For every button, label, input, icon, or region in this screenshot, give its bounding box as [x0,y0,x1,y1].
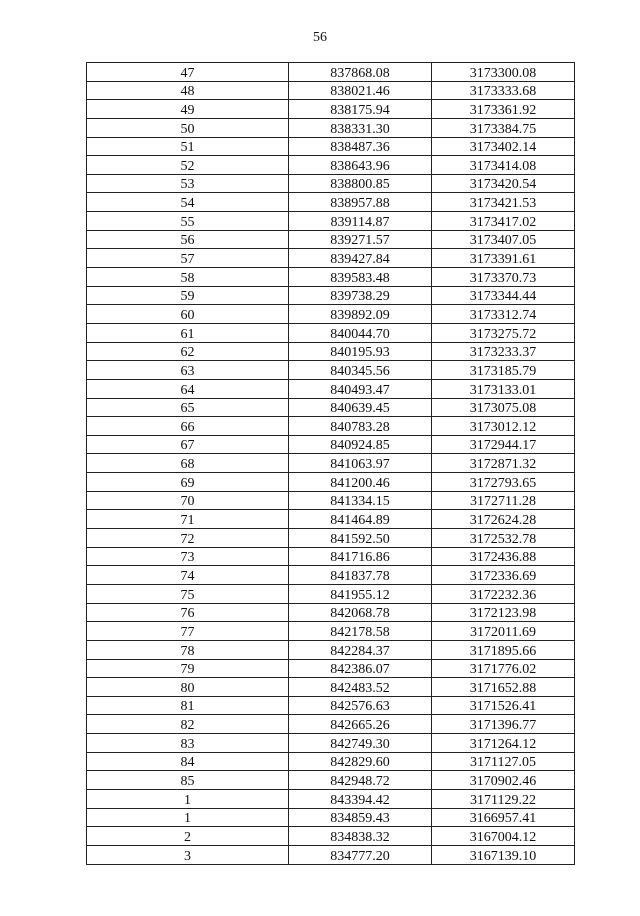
x-coordinate-cell: 839114.87 [289,212,432,231]
y-coordinate-cell: 3172232.36 [432,584,575,603]
y-coordinate-cell: 3171526.41 [432,696,575,715]
table-row [87,547,575,566]
y-coordinate-cell: 3171129.22 [432,789,575,808]
x-coordinate-cell: 838021.46 [289,81,432,100]
x-coordinate-cell: 842483.52 [289,678,432,697]
x-coordinate-cell: 842068.78 [289,603,432,622]
point-number-cell: 54 [87,193,289,212]
y-coordinate-cell: 3170902.46 [432,771,575,790]
x-coordinate-cell: 841837.78 [289,566,432,585]
table-row [87,473,575,492]
point-number-cell: 78 [87,640,289,659]
table-row [87,454,575,473]
x-coordinate-cell: 842829.60 [289,752,432,771]
y-coordinate-cell: 3172532.78 [432,529,575,548]
y-coordinate-cell: 3173391.61 [432,249,575,268]
point-number-cell: 85 [87,771,289,790]
point-number-cell: 79 [87,659,289,678]
table-row [87,696,575,715]
y-coordinate-cell: 3173344.44 [432,286,575,305]
y-coordinate-cell: 3171396.77 [432,715,575,734]
table-row [87,734,575,753]
table-row [87,566,575,585]
x-coordinate-cell: 841955.12 [289,584,432,603]
point-number-cell: 69 [87,473,289,492]
table-row [87,752,575,771]
point-number-cell: 51 [87,137,289,156]
point-number-cell: 63 [87,361,289,380]
table-row [87,715,575,734]
y-coordinate-cell: 3173407.05 [432,230,575,249]
x-coordinate-cell: 841063.97 [289,454,432,473]
y-coordinate-cell: 3166957.41 [432,808,575,827]
x-coordinate-cell: 834838.32 [289,827,432,846]
x-coordinate-cell: 838957.88 [289,193,432,212]
y-coordinate-cell: 3173384.75 [432,118,575,137]
table-row [87,678,575,697]
y-coordinate-cell: 3172711.28 [432,491,575,510]
table-row [87,118,575,137]
point-number-cell: 61 [87,323,289,342]
table-row [87,510,575,529]
table-row [87,584,575,603]
point-number-cell: 64 [87,379,289,398]
coordinates-table [86,62,575,865]
point-number-cell: 84 [87,752,289,771]
y-coordinate-cell: 3173275.72 [432,323,575,342]
point-number-cell: 65 [87,398,289,417]
point-number-cell: 53 [87,174,289,193]
y-coordinate-cell: 3171127.05 [432,752,575,771]
y-coordinate-cell: 3172793.65 [432,473,575,492]
y-coordinate-cell: 3173312.74 [432,305,575,324]
y-coordinate-cell: 3172011.69 [432,622,575,641]
x-coordinate-cell: 841716.86 [289,547,432,566]
table-row [87,174,575,193]
y-coordinate-cell: 3173361.92 [432,100,575,119]
x-coordinate-cell: 839271.57 [289,230,432,249]
x-coordinate-cell: 840195.93 [289,342,432,361]
table-row [87,212,575,231]
x-coordinate-cell: 838331.30 [289,118,432,137]
x-coordinate-cell: 838487.36 [289,137,432,156]
table-row [87,342,575,361]
table-row [87,100,575,119]
point-number-cell: 57 [87,249,289,268]
table-row [87,81,575,100]
point-number-cell: 66 [87,417,289,436]
y-coordinate-cell: 3173133.01 [432,379,575,398]
point-number-cell: 62 [87,342,289,361]
point-number-cell: 75 [87,584,289,603]
y-coordinate-cell: 3173300.08 [432,63,575,82]
y-coordinate-cell: 3173420.54 [432,174,575,193]
point-number-cell: 2 [87,827,289,846]
point-number-cell: 52 [87,156,289,175]
y-coordinate-cell: 3167004.12 [432,827,575,846]
y-coordinate-cell: 3173414.08 [432,156,575,175]
page-number: 56 [313,30,327,45]
x-coordinate-cell: 839583.48 [289,268,432,287]
table-row [87,137,575,156]
table-row [87,156,575,175]
point-number-cell: 80 [87,678,289,697]
table-row [87,659,575,678]
x-coordinate-cell: 842178.58 [289,622,432,641]
table-row [87,361,575,380]
y-coordinate-cell: 3173421.53 [432,193,575,212]
table-row [87,771,575,790]
table-row [87,379,575,398]
x-coordinate-cell: 839892.09 [289,305,432,324]
x-coordinate-cell: 841592.50 [289,529,432,548]
point-number-cell: 70 [87,491,289,510]
point-number-cell: 60 [87,305,289,324]
y-coordinate-cell: 3172624.28 [432,510,575,529]
x-coordinate-cell: 838800.85 [289,174,432,193]
table-row [87,491,575,510]
table-row [87,622,575,641]
y-coordinate-cell: 3172871.32 [432,454,575,473]
point-number-cell: 47 [87,63,289,82]
point-number-cell: 71 [87,510,289,529]
table-row [87,827,575,846]
table-row [87,808,575,827]
table-row [87,305,575,324]
point-number-cell: 83 [87,734,289,753]
table-row [87,845,575,864]
table-row [87,193,575,212]
y-coordinate-cell: 3173012.12 [432,417,575,436]
y-coordinate-cell: 3173417.02 [432,212,575,231]
x-coordinate-cell: 842386.07 [289,659,432,678]
table-row [87,230,575,249]
y-coordinate-cell: 3173075.08 [432,398,575,417]
x-coordinate-cell: 842284.37 [289,640,432,659]
x-coordinate-cell: 834859.43 [289,808,432,827]
y-coordinate-cell: 3172436.88 [432,547,575,566]
y-coordinate-cell: 3171776.02 [432,659,575,678]
table-row [87,268,575,287]
point-number-cell: 3 [87,845,289,864]
x-coordinate-cell: 840639.45 [289,398,432,417]
point-number-cell: 1 [87,808,289,827]
point-number-cell: 55 [87,212,289,231]
y-coordinate-cell: 3171652.88 [432,678,575,697]
point-number-cell: 68 [87,454,289,473]
point-number-cell: 72 [87,529,289,548]
point-number-cell: 50 [87,118,289,137]
x-coordinate-cell: 839738.29 [289,286,432,305]
x-coordinate-cell: 842665.26 [289,715,432,734]
y-coordinate-cell: 3173333.68 [432,81,575,100]
table-row [87,323,575,342]
point-number-cell: 81 [87,696,289,715]
point-number-cell: 76 [87,603,289,622]
y-coordinate-cell: 3171895.66 [432,640,575,659]
y-coordinate-cell: 3173233.37 [432,342,575,361]
x-coordinate-cell: 842948.72 [289,771,432,790]
point-number-cell: 82 [87,715,289,734]
point-number-cell: 67 [87,435,289,454]
table-row [87,603,575,622]
point-number-cell: 59 [87,286,289,305]
x-coordinate-cell: 838643.96 [289,156,432,175]
x-coordinate-cell: 840493.47 [289,379,432,398]
table-row [87,640,575,659]
x-coordinate-cell: 839427.84 [289,249,432,268]
point-number-cell: 58 [87,268,289,287]
y-coordinate-cell: 3171264.12 [432,734,575,753]
x-coordinate-cell: 837868.08 [289,63,432,82]
table-row [87,789,575,808]
point-number-cell: 56 [87,230,289,249]
coordinates-table-body [87,63,575,865]
y-coordinate-cell: 3172944.17 [432,435,575,454]
point-number-cell: 77 [87,622,289,641]
point-number-cell: 74 [87,566,289,585]
table-row [87,398,575,417]
y-coordinate-cell: 3173185.79 [432,361,575,380]
x-coordinate-cell: 842576.63 [289,696,432,715]
x-coordinate-cell: 840924.85 [289,435,432,454]
point-number-cell: 49 [87,100,289,119]
x-coordinate-cell: 841334.15 [289,491,432,510]
x-coordinate-cell: 834777.20 [289,845,432,864]
y-coordinate-cell: 3167139.10 [432,845,575,864]
y-coordinate-cell: 3172123.98 [432,603,575,622]
y-coordinate-cell: 3173370.73 [432,268,575,287]
x-coordinate-cell: 840044.70 [289,323,432,342]
point-number-cell: 73 [87,547,289,566]
x-coordinate-cell: 842749.30 [289,734,432,753]
point-number-cell: 1 [87,789,289,808]
table-row [87,435,575,454]
y-coordinate-cell: 3173402.14 [432,137,575,156]
x-coordinate-cell: 840783.28 [289,417,432,436]
x-coordinate-cell: 843394.42 [289,789,432,808]
table-row [87,417,575,436]
x-coordinate-cell: 838175.94 [289,100,432,119]
x-coordinate-cell: 841200.46 [289,473,432,492]
table-row [87,529,575,548]
table-row [87,63,575,82]
table-row [87,249,575,268]
point-number-cell: 48 [87,81,289,100]
y-coordinate-cell: 3172336.69 [432,566,575,585]
table-row [87,286,575,305]
x-coordinate-cell: 841464.89 [289,510,432,529]
x-coordinate-cell: 840345.56 [289,361,432,380]
